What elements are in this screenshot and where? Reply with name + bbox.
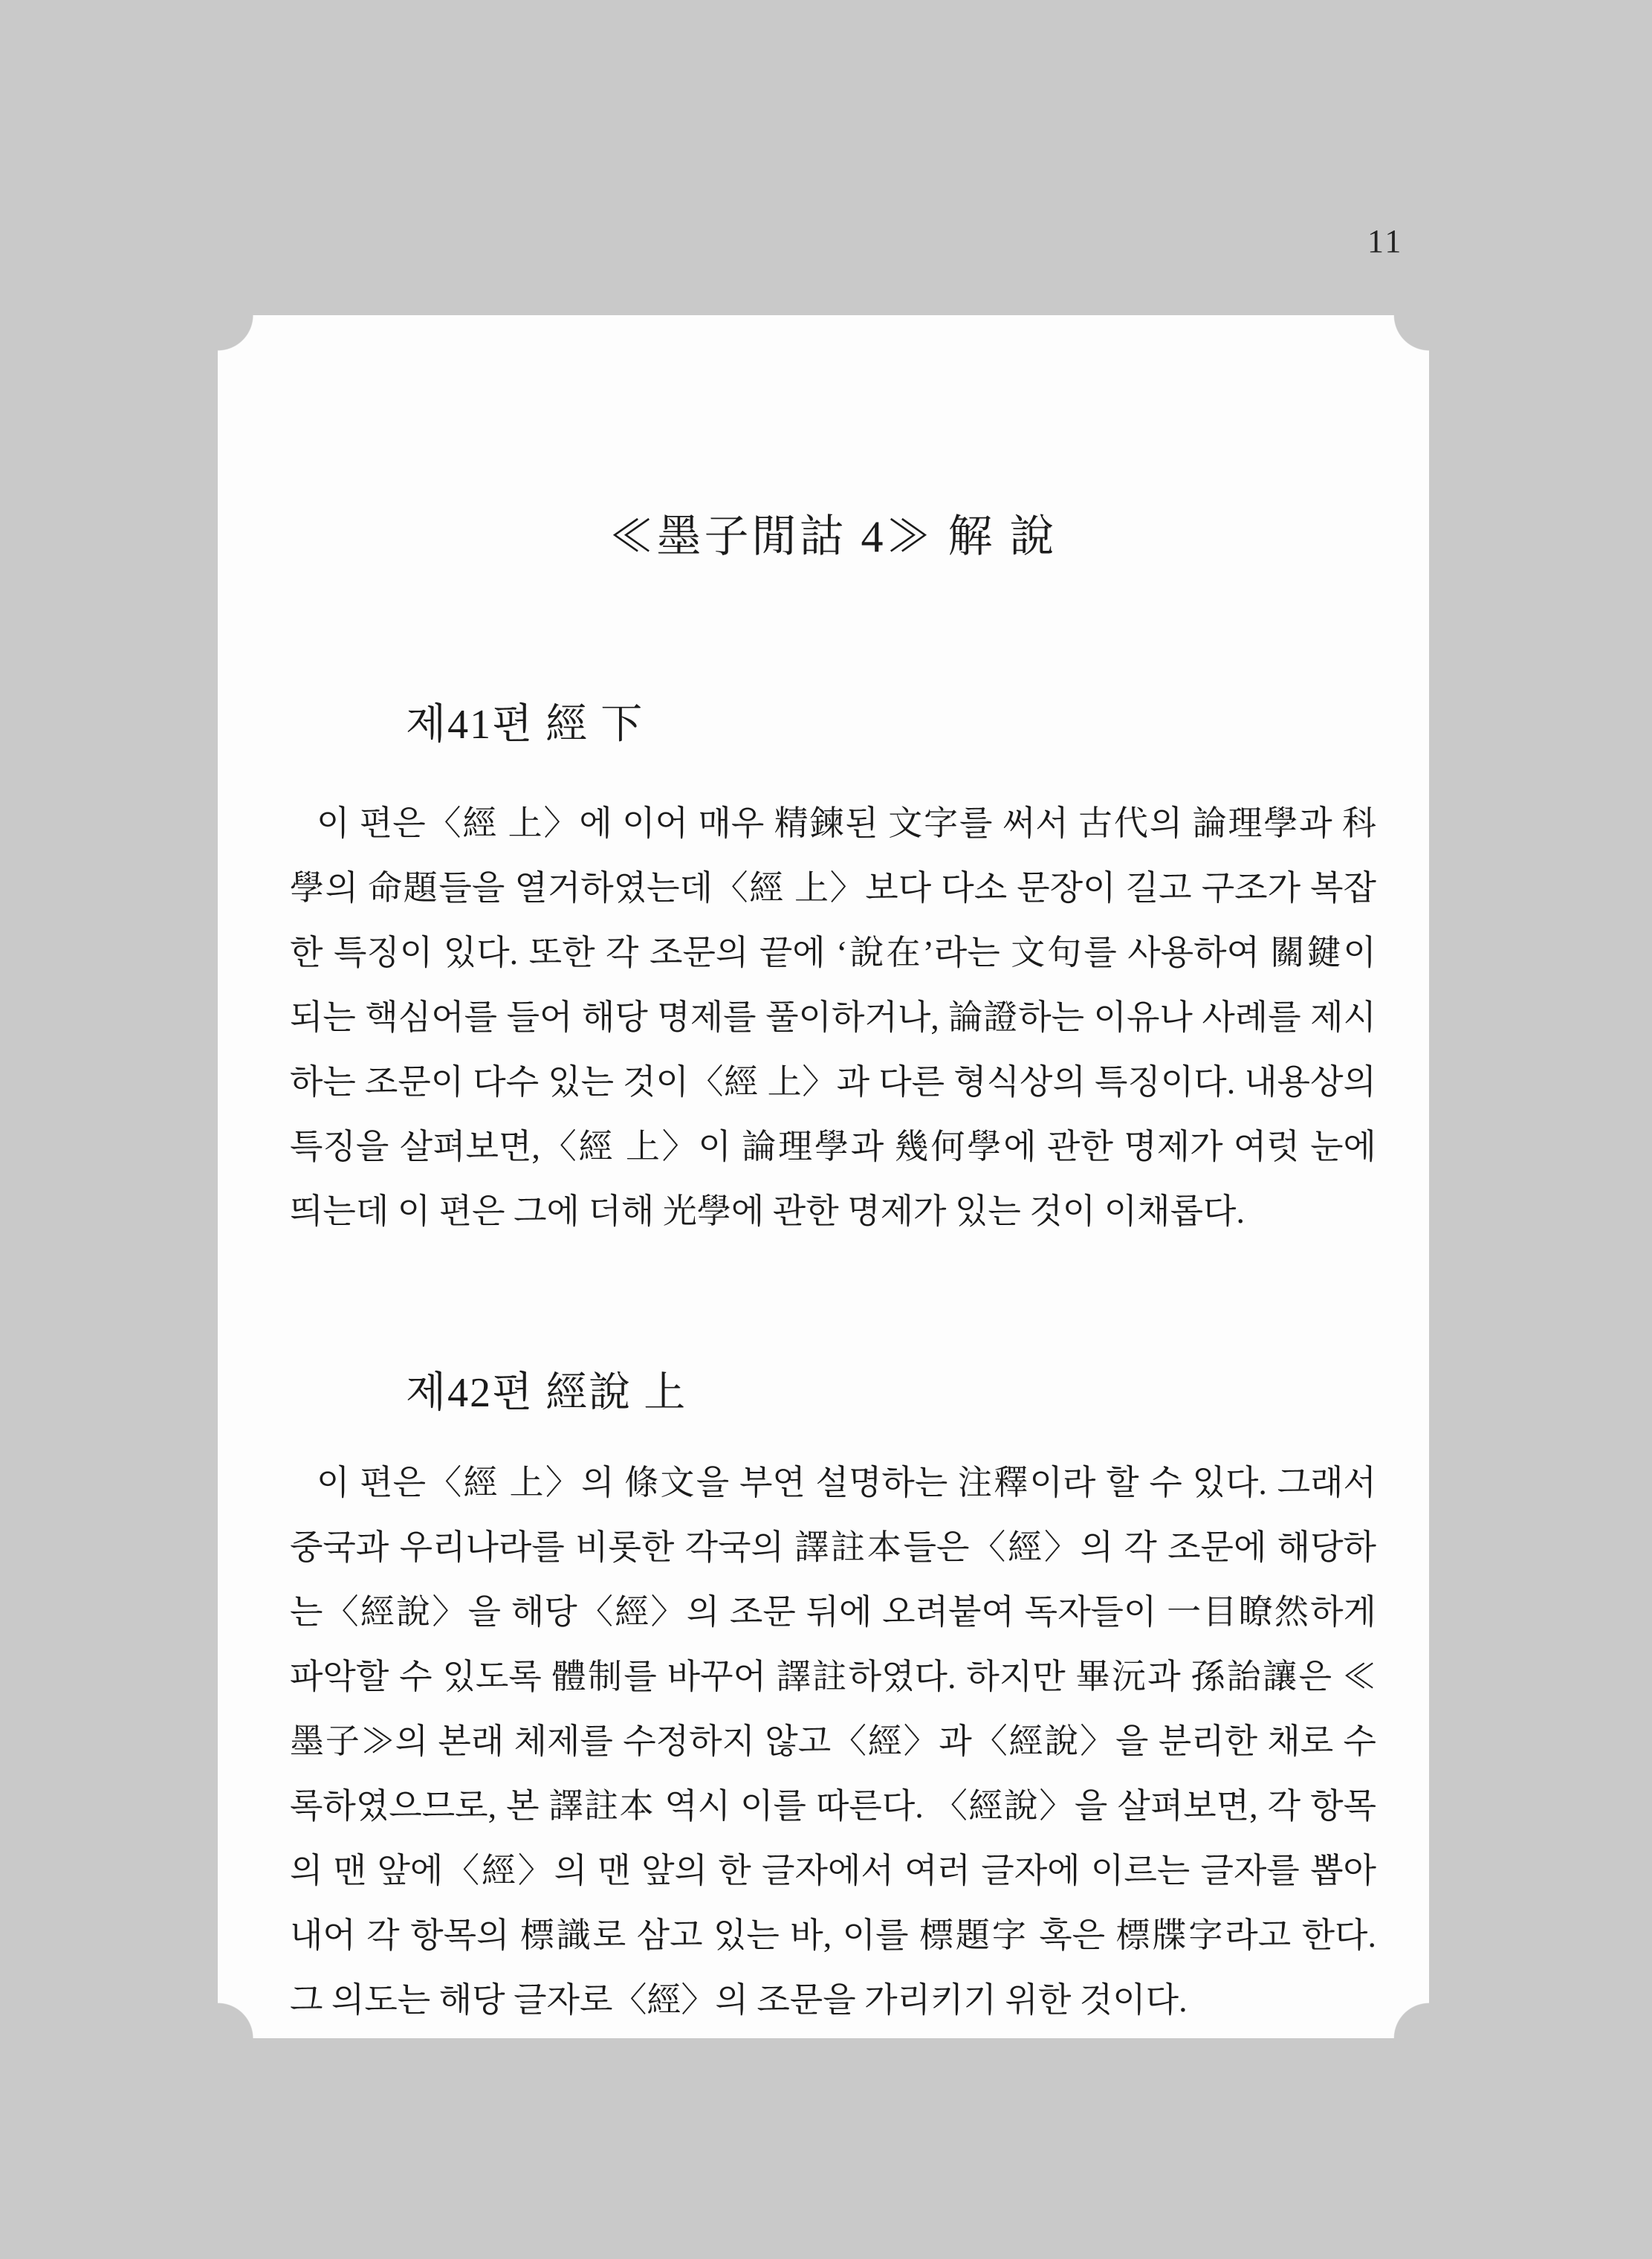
section-41-paragraph: 이 편은〈經 上〉에 이어 매우 精鍊된 文字를 써서 古代의 論理學과 科學의 命題들을 열거하였는데〈經 上〉보다 다소 문장이 길고 구조가 복잡한 특징이 있다. 또한 각 조문의 끝에 ‘說在’라는 文句를 사용하여 關鍵이 되는 핵심어를 들어 해당 명제를 풀이하거나, 論證하는 이유나 사례를 제시하는 조문이 다수 있는 것이〈經 上〉과 다른 형식상의 특징이다. 내용상의 특징을 살펴보면,〈經 上〉이 論理學과 幾何學에 관한 명제가 여럿 눈에 띄는데 이 편은 그에 더해 光學에 관한 명제가 있는 것이 이채롭다. bbox=[290, 804, 1376, 1230]
section-41-heading: 제41편 經 下 bbox=[406, 702, 644, 748]
document-title: ≪墨子閒詁 4≫ 解 說 bbox=[609, 512, 1057, 561]
card-content bbox=[218, 315, 1429, 2038]
content-card bbox=[218, 315, 1429, 2038]
section-42-heading: 제42편 經說 上 bbox=[406, 1370, 687, 1416]
page-number: 11 bbox=[1367, 223, 1404, 259]
section-42-paragraph: 이 편은〈經 上〉의 條文을 부연 설명하는 注釋이라 할 수 있다. 그래서 중국과 우리나라를 비롯한 각국의 譯註本들은〈經〉의 각 조문에 해당하는〈經說〉을 해당〈經〉의 조문 뒤에 오려붙여 독자들이 一目瞭然하게 파악할 수 있도록 體制를 바꾸어 譯註하였다. 하지만 畢沅과 孫詒讓은 ≪墨子≫의 본래 체제를 수정하지 않고〈經〉과〈經說〉을 분리한 채로 수록하였으므로, 본 譯註本 역시 이를 따른다. 〈經說〉을 살펴보면, 각 항목의 맨 앞에〈經〉의 맨 앞의 한 글자에서 여러 글자에 이르는 글자를 뽑아내어 각 항목의 標識로 삼고 있는 바, 이를 標題字 혹은 標牒字라고 한다. 그 의도는 해당 글자로〈經〉의 조문을 가리키기 위한 것이다. bbox=[290, 1464, 1376, 2019]
section-41 bbox=[290, 696, 1376, 1244]
section-42 bbox=[290, 1364, 1376, 2032]
